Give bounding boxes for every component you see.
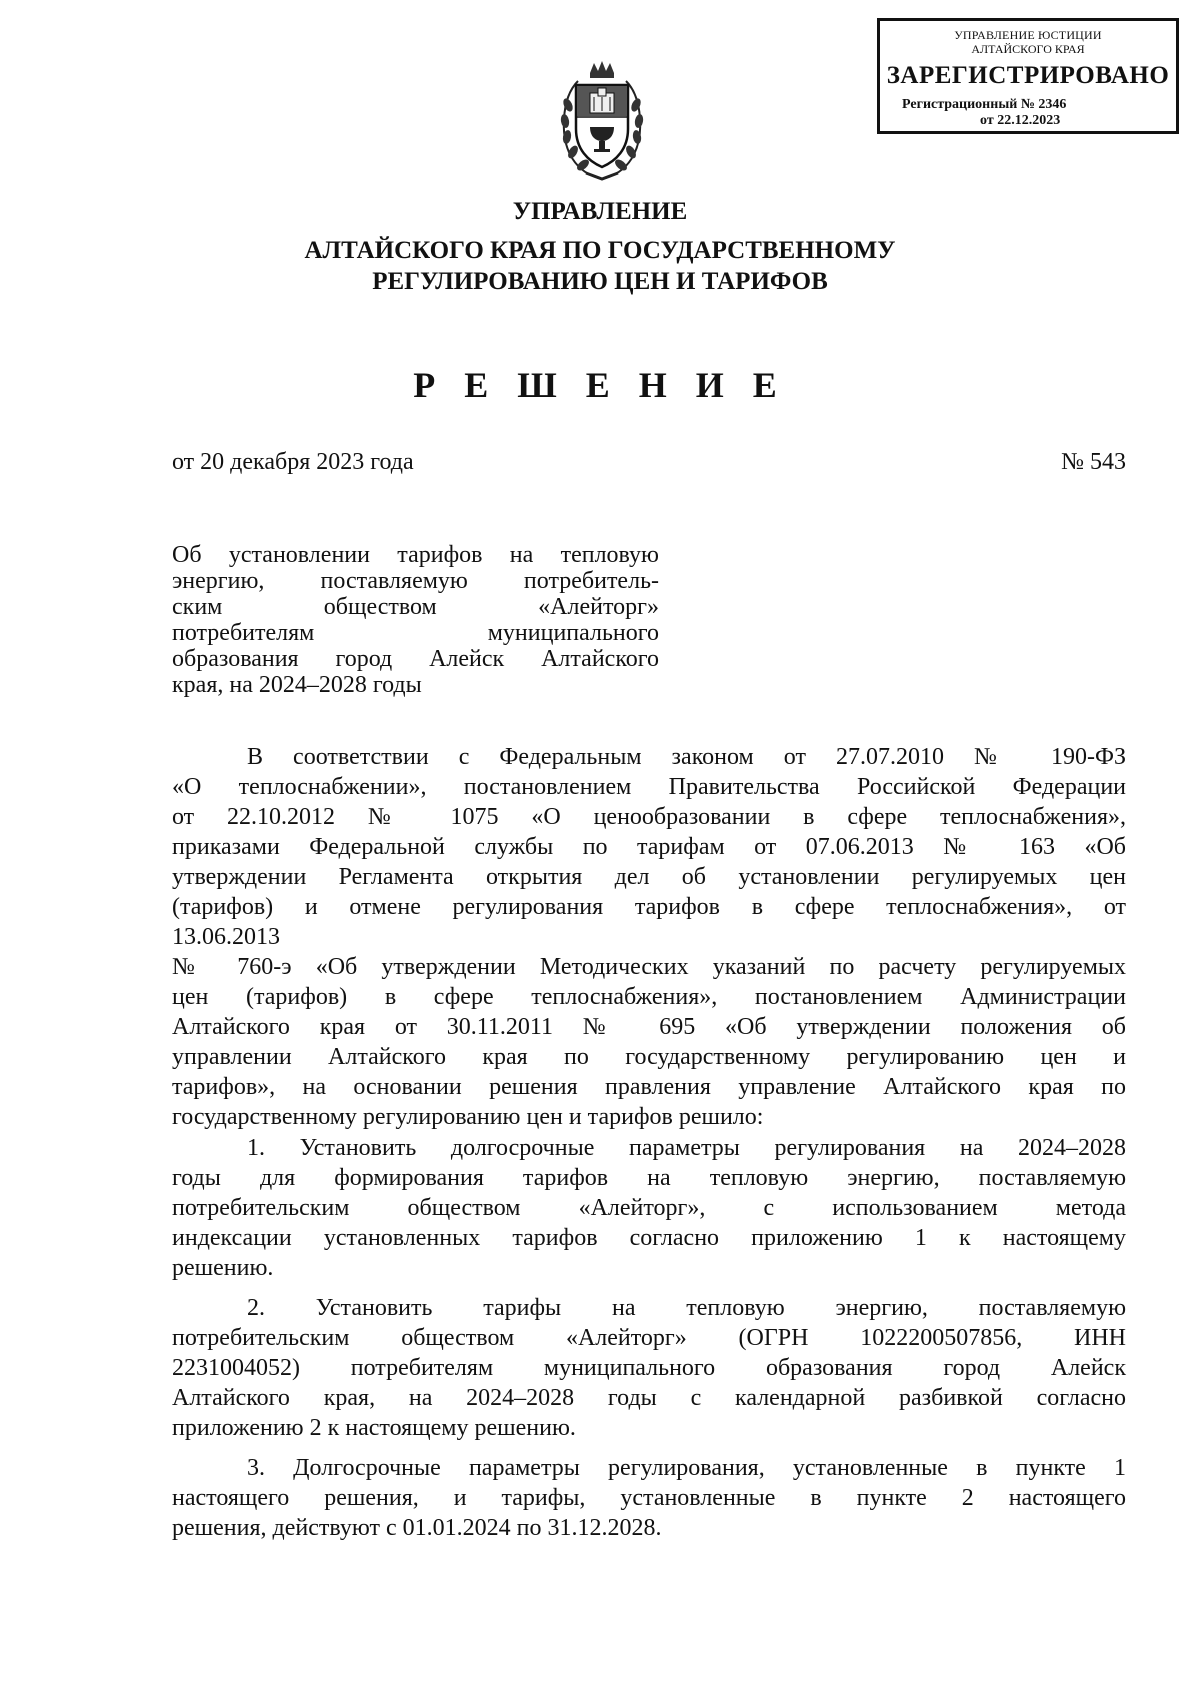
stamp-title: ЗАРЕГИСТРИРОВАНО	[886, 62, 1170, 89]
document-date: от 20 декабря 2023 года	[172, 449, 414, 475]
subject-line: образования город Алейск Алтайского	[172, 646, 659, 672]
body-line: 1. Установить долгосрочные параметры регулирования на 2024–2028	[247, 1135, 1126, 1161]
stamp-registration-number: Регистрационный № 2346	[902, 97, 1067, 112]
subject-line: края, на 2024–2028 годы	[172, 672, 422, 698]
clause-1	[172, 1133, 1126, 1283]
stamp-authority-line2: АЛТАЙСКОГО КРАЯ	[971, 42, 1085, 56]
body-line: Алтайского края от 30.11.2011 № 695 «Об утверждении положения об	[172, 1014, 1126, 1040]
body-line: 3. Долгосрочные параметры регулирования, установленные в пункте 1	[247, 1455, 1126, 1481]
clause-2	[172, 1293, 1126, 1443]
body-line: потребительским обществом «Алейторг» (ОГРН 1022200507856, ИНН	[172, 1325, 1126, 1351]
body-line: № 760-э «Об утверждении Методических указаний по расчету регулируемых	[172, 954, 1126, 980]
document-number: № 543	[1061, 449, 1126, 475]
document-title: Р Е Ш Е Н И Е	[413, 365, 787, 405]
body-line: тарифов», на основании решения правления управление Алтайского края по	[172, 1074, 1126, 1100]
org-name-line1: УПРАВЛЕНИЕ	[512, 198, 688, 225]
body-line: от 22.10.2012 № 1075 «О ценообразовании в сфере теплоснабжения»,	[172, 804, 1126, 830]
body-line: решению.	[172, 1255, 274, 1281]
org-name-line3: РЕГУЛИРОВАНИЮ ЦЕН И ТАРИФОВ	[372, 268, 828, 295]
body-line: годы для формирования тарифов на тепловую энергию, поставляемую	[172, 1165, 1126, 1191]
org-name-line2: АЛТАЙСКОГО КРАЯ ПО ГОСУДАРСТВЕННОМУ	[304, 237, 896, 264]
body-line: цен (тарифов) в сфере теплоснабжения», постановлением Администрации	[172, 984, 1126, 1010]
body-line: решения, действуют с 01.01.2024 по 31.12.2028.	[172, 1515, 662, 1541]
body-line: утверждении Регламента открытия дел об установлении регулируемых цен	[172, 864, 1126, 890]
body-line: приложению 2 к настоящему решению.	[172, 1415, 576, 1441]
body-line: потребительским обществом «Алейторг», с использованием метода	[172, 1195, 1126, 1221]
subject-line: Об установлении тарифов на тепловую	[172, 542, 659, 568]
stamp-authority-line1: УПРАВЛЕНИЕ ЮСТИЦИИ	[954, 28, 1102, 42]
body-line: Алтайского края, на 2024–2028 годы с календарной разбивкой согласно	[172, 1385, 1126, 1411]
document-subject	[172, 542, 659, 698]
body-line: индексации установленных тарифов согласно приложению 1 к настоящему	[172, 1225, 1126, 1251]
subject-line: потребителям муниципального	[172, 620, 659, 646]
coat-of-arms-icon	[556, 55, 648, 185]
body-line: государственному регулированию цен и тарифов решило:	[172, 1104, 764, 1130]
body-line: «О теплоснабжении», постановлением Правительства Российской Федерации	[172, 774, 1126, 800]
clause-3	[172, 1453, 1126, 1543]
body-line: В соответствии с Федеральным законом от 27.07.2010 № 190-ФЗ	[247, 744, 1126, 770]
body-line: 2. Установить тарифы на тепловую энергию, поставляемую	[247, 1295, 1126, 1321]
subject-line: энергию, поставляемую потребитель-	[172, 568, 659, 594]
stamp-registration-date: от 22.12.2023	[980, 113, 1061, 128]
registration-stamp	[877, 18, 1179, 134]
body-line: 2231004052) потребителям муниципального образования город Алейск	[172, 1355, 1126, 1381]
body-line: настоящего решения, и тарифы, установленные в пункте 2 настоящего	[172, 1485, 1126, 1511]
body-line: 13.06.2013	[172, 924, 280, 950]
preamble-paragraph	[172, 742, 1126, 1132]
body-line: приказами Федеральной службы по тарифам от 07.06.2013 № 163 «Об	[172, 834, 1126, 860]
subject-line: ским обществом «Алейторг»	[172, 594, 659, 620]
body-line: управлении Алтайского края по государственному регулированию цен и	[172, 1044, 1126, 1070]
body-line: (тарифов) и отмене регулирования тарифов в сфере теплоснабжения», от	[172, 894, 1126, 920]
